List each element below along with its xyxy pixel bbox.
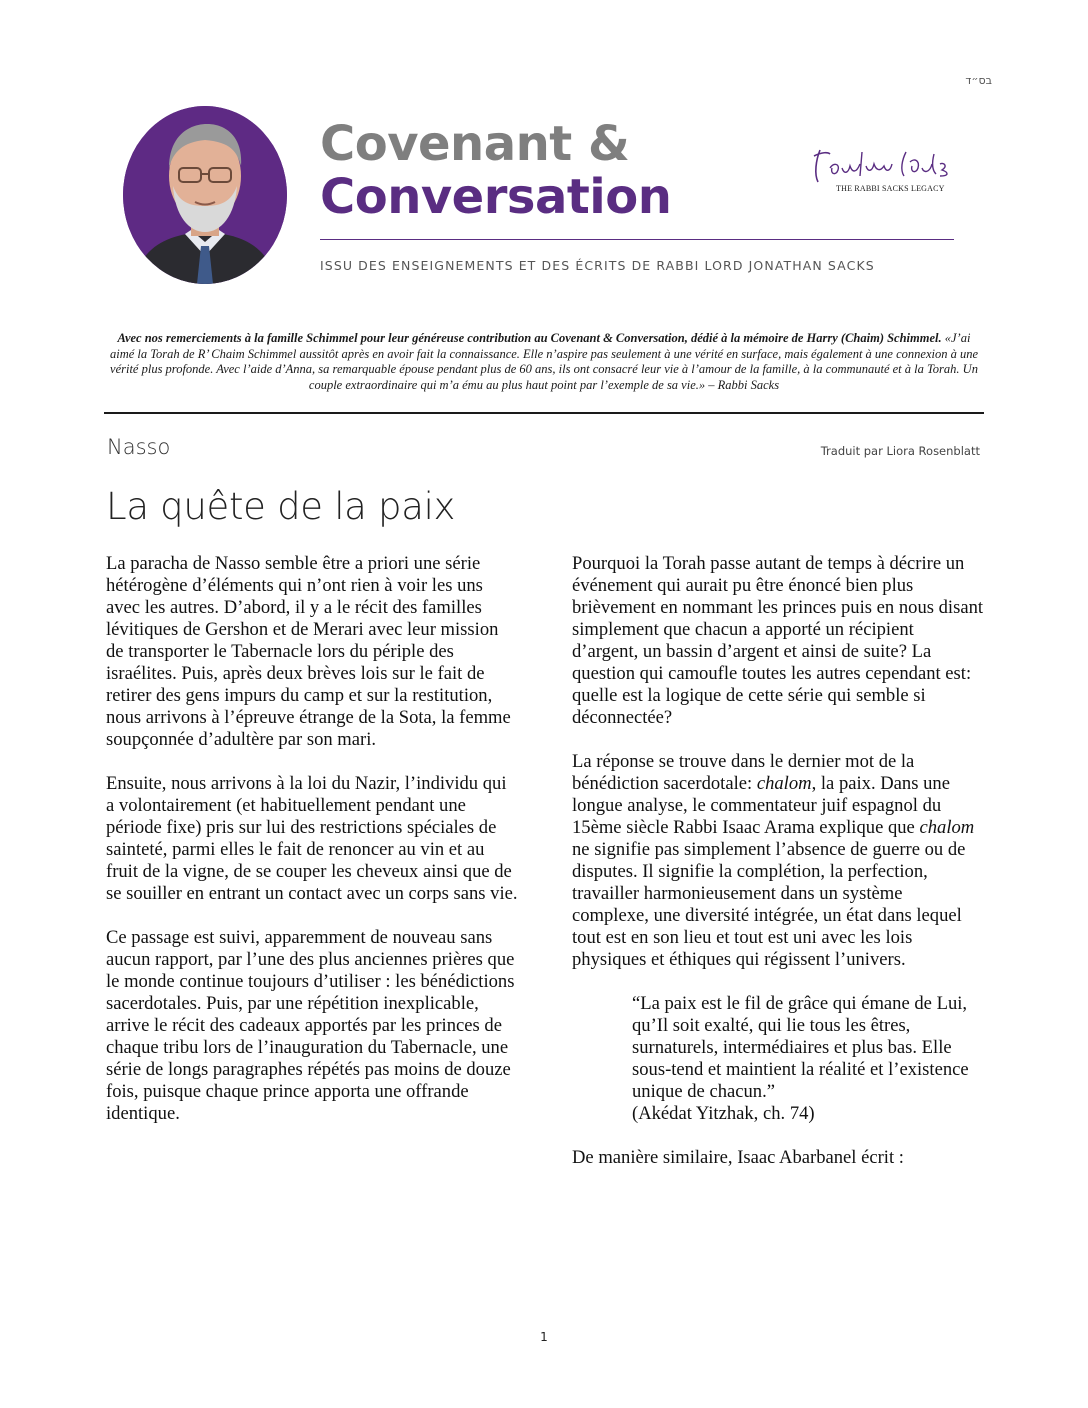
paragraph: Pourquoi la Torah passe autant de temps à décrire un événement qui aurait pu être énoncé bien plus brièvement en nommant les princes puis en nous disant simplement que chacun a apporté un récipient d’argent, un bassin d’argent et ainsi de suite? La question qui camoufle toutes les autres cependant est: quelle est la logique de cette série qui semble si déconnectée? bbox=[572, 553, 984, 728]
page-number: 1 bbox=[540, 1330, 548, 1344]
text-run: , la paix. Dans une longue analyse, le commentateur juif espagnol du 15ème siècle Rabbi Isaac Arama explique que bbox=[572, 773, 950, 838]
quote-source: (Akédat Yitzhak, ch. 74) bbox=[632, 1103, 815, 1124]
main-divider bbox=[104, 412, 984, 414]
dedication-note bbox=[104, 331, 984, 393]
bsd-mark: בס״ד bbox=[965, 74, 992, 87]
title-covenant: Covenant & bbox=[320, 116, 630, 172]
paragraph: Ensuite, nous arrivons à la loi du Nazir, l’individu qui a volontairement (et habituellement pendant une période fixe) pris sur lui des restrictions spéciales de sainteté, parmi elles le fait de renoncer au vin et au fruit de la vigne, de se couper les cheveux ainsi que de se souiller en entrant un contact avec un corps sans vie. bbox=[106, 773, 518, 904]
emphasis-chalom: chalom bbox=[919, 817, 975, 838]
parasha-name: Nasso bbox=[107, 435, 171, 459]
dedication-bold: Avec nos remerciements à la famille Schimmel pour leur généreuse contribution au Covenant & Conversation, dédié à la mémoire de Harry (Chaim) Schimmel. bbox=[117, 331, 942, 345]
quote-text: “La paix est le fil de grâce qui émane de Lui, qu’Il soit exalté, qui lie tous les êtres, surnaturels, intermédiaires et plus bas. Elle sous-tend et maintient la réalité et l’existence unique de chacun.” bbox=[632, 993, 969, 1102]
paragraph: Ce passage est suivi, apparemment de nouveau sans aucun rapport, par l’une des plus anciennes prières que le monde continue toujours d’utiliser : les bénédictions sacerdotales. Puis, par une répétition inexplicable, arrive le récit des cadeaux apportés par les princes de chaque tribu lors de l’inauguration du Tabernacle, une série de longs paragraphes répétés pas moins de douze fois, puisque chaque prince apporta une offrande identique. bbox=[106, 927, 515, 1124]
author-portrait bbox=[123, 106, 287, 284]
translator-credit: Traduit par Liora Rosenblatt bbox=[820, 444, 980, 458]
paragraph: De manière similaire, Isaac Abarbanel écrit : bbox=[572, 1147, 904, 1168]
text-run: ne signifie pas simplement l’absence de guerre ou de disputes. Il signifie la complétion, la perfection, travailler harmonieusement dans un système complexe, une diversité intégrée, un état dans lequel tout est en son lieu et tout est uni avec les lois physiques et éthiques qui régissent l’univers. bbox=[572, 839, 966, 970]
left-column bbox=[106, 553, 518, 1147]
publication-subtitle: ISSU DES ENSEIGNEMENTS ET DES ÉCRITS DE RABBI LORD JONATHAN SACKS bbox=[320, 258, 875, 273]
header-divider bbox=[320, 239, 954, 240]
legacy-label: THE RABBI SACKS LEGACY bbox=[836, 184, 945, 193]
text-run: La réponse se trouve dans le dernier mot de la bénédiction sacerdotale: bbox=[572, 751, 915, 794]
block-quote bbox=[572, 993, 984, 1125]
dedication-text: «J’ai aimé la Torah de R’ Chaim Schimmel aussitôt après en avoir fait la connaissance. Elle n’aspire pas seulement à une vérité en surface, mais également à une connexion à une vérité plus profonde. Avec l’aide d’Anna, sa remarquable épouse pendant plus de 60 ans, ils ont consacré leur vie à l’amour de la famille, à la communauté et à la Torah. Un couple extraordinaire qui m’a ému au plus haut point par l’exemple de sa vie.» – Rabbi Sacks bbox=[109, 331, 979, 392]
paragraph: La paracha de Nasso semble être a priori une série hétérogène d’éléments qui n’ont rien à voir les uns avec les autres. D’abord, il y a le récit des familles lévitiques de Gershon et de Merari avec leur mission de transporter le Tabernacle lors du périple des israélites. Puis, après deux brèves lois sur le fait de retirer des gens impurs du camp et sur la restitution, nous arrivons à l’épreuve étrange de la Sota, la femme soupçonnée d’adultère par son mari. bbox=[106, 553, 511, 750]
publication-title bbox=[320, 118, 671, 224]
emphasis-chalom: chalom bbox=[756, 773, 812, 794]
article-title: La quête de la paix bbox=[106, 485, 456, 528]
paragraph bbox=[572, 751, 984, 971]
title-conversation: Conversation bbox=[320, 169, 672, 225]
right-column bbox=[572, 553, 984, 1191]
